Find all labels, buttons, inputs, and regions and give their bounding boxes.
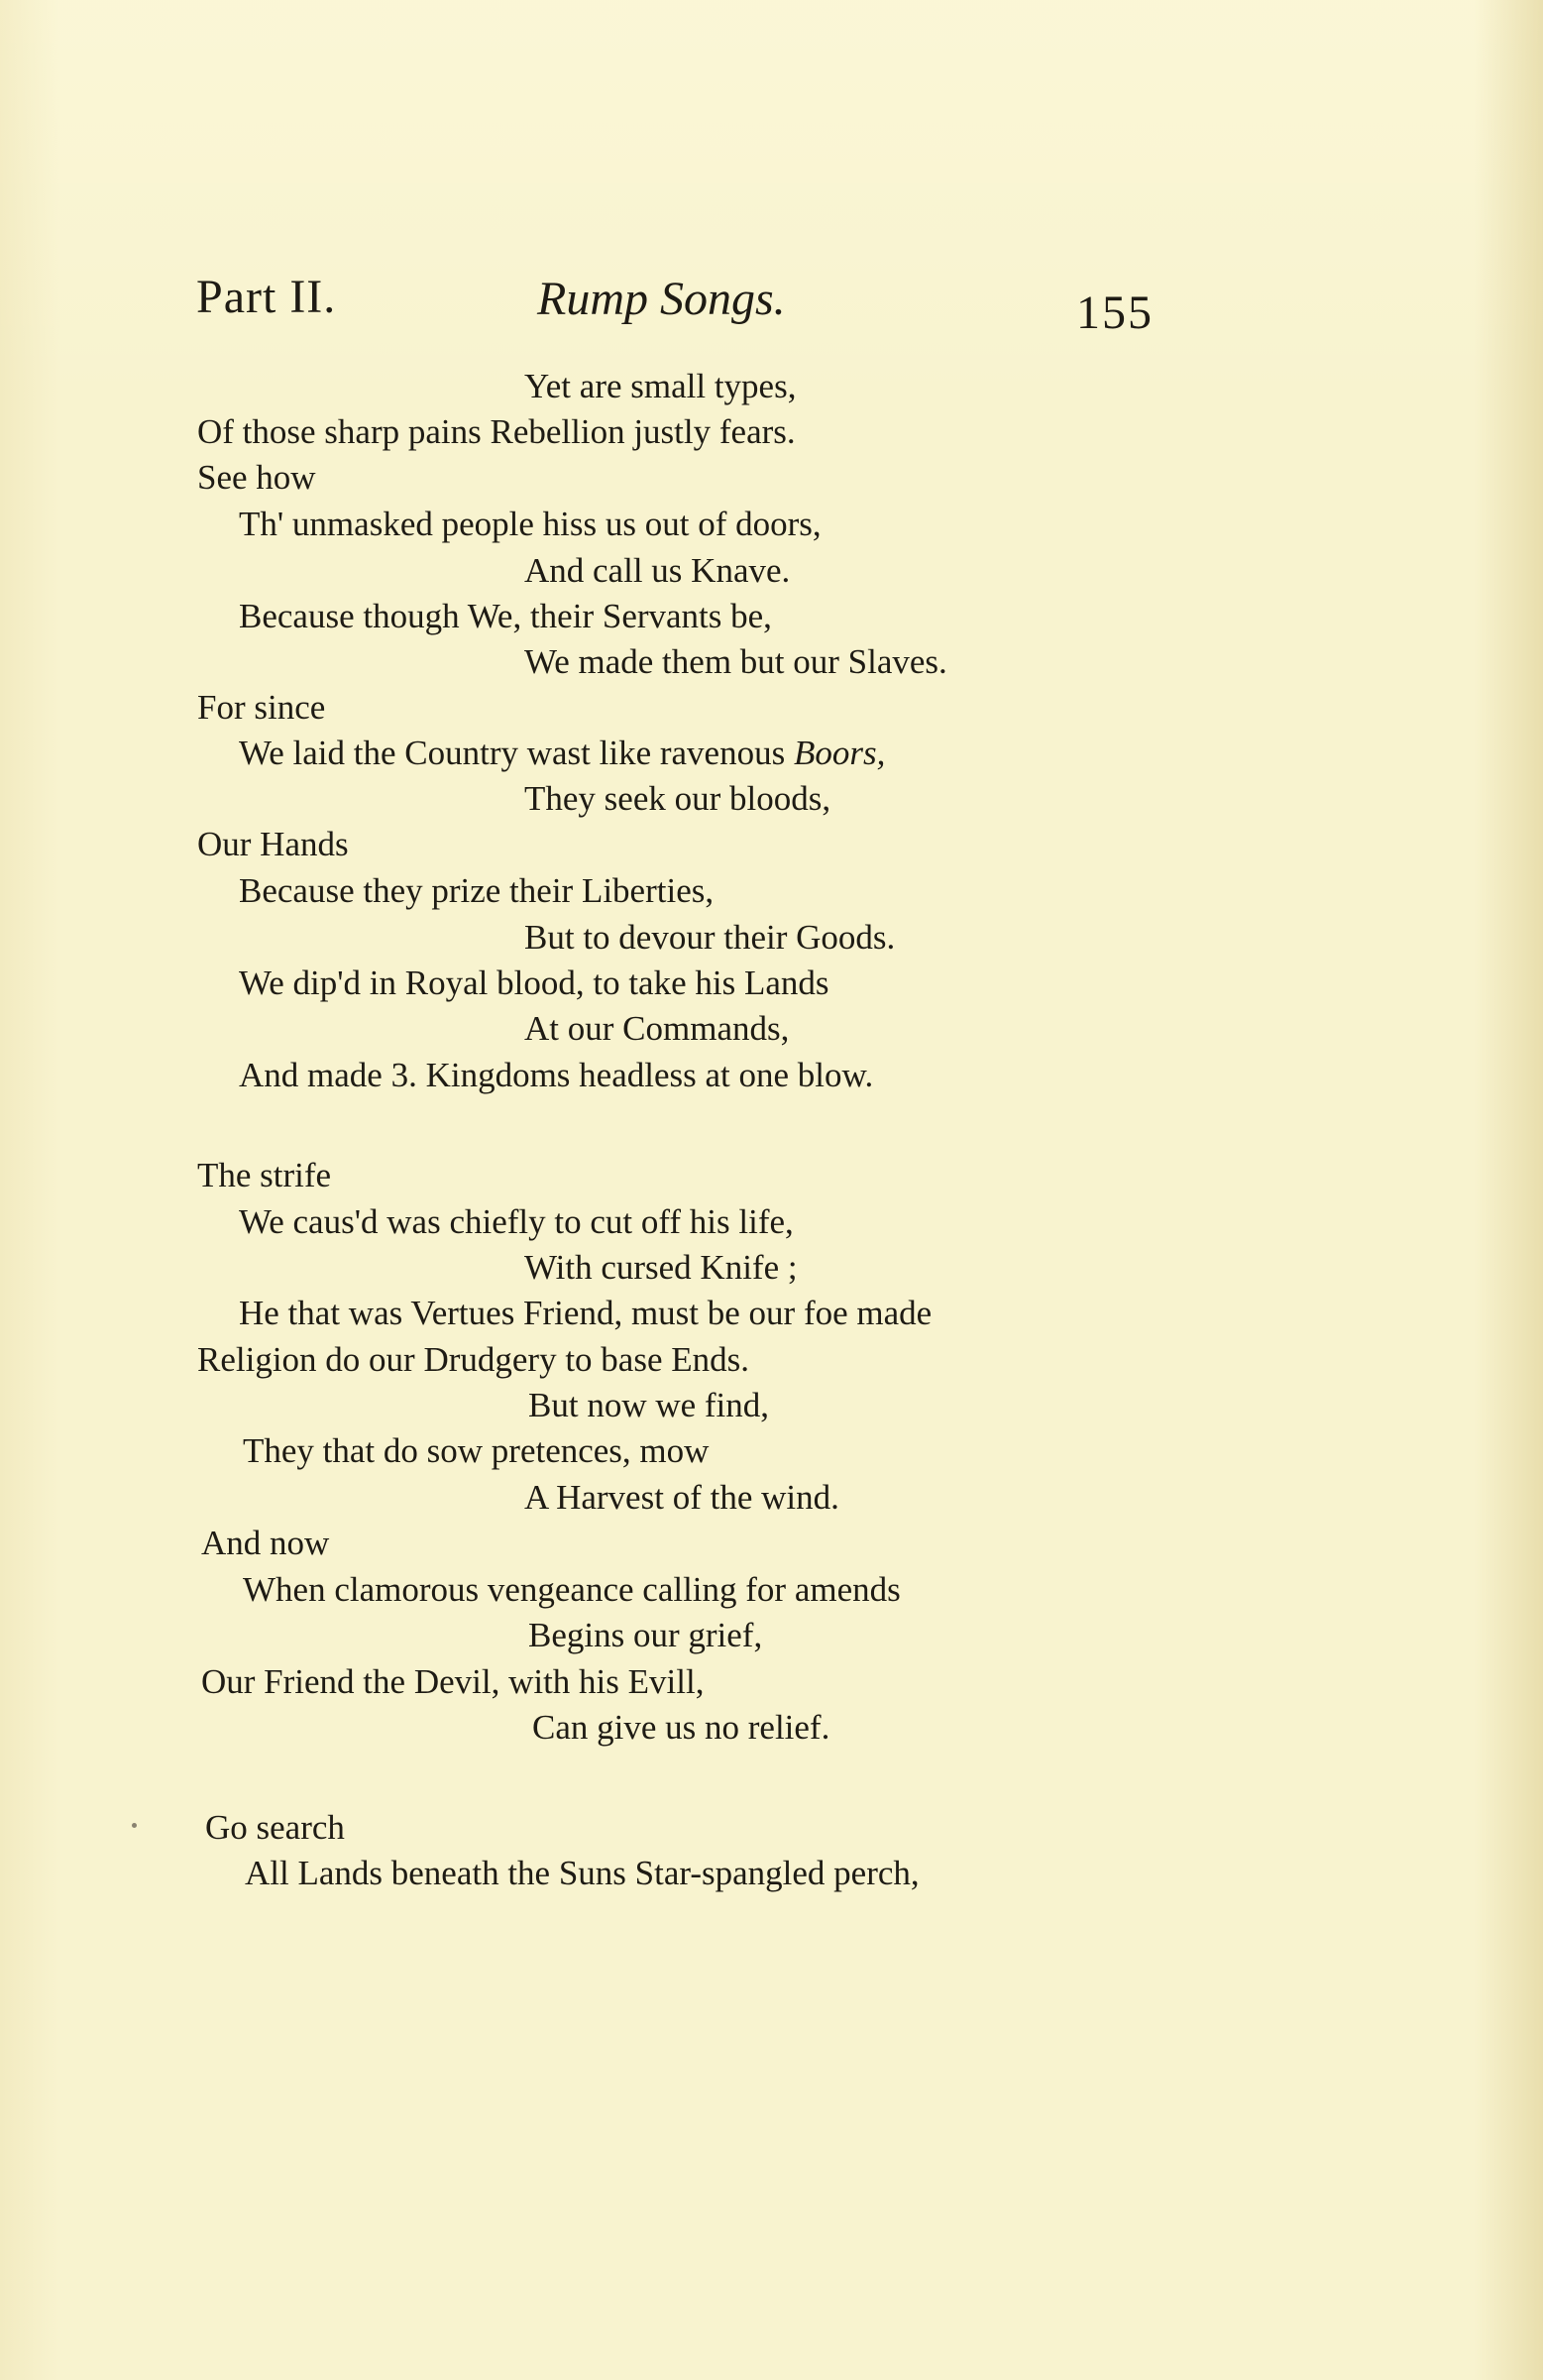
running-header [196,266,1154,339]
running-title: Rump Songs. [537,273,786,325]
part-label: Part II. [196,271,337,323]
verse-line: A Harvest of the wind. [524,1478,839,1517]
verse-line: We made them but our Slaves. [524,642,947,681]
stray-mark [132,1823,137,1828]
verse-line: Because they prize their Liberties, [239,871,715,910]
verse-line: Our Friend the Devil, with his Evill, [201,1662,705,1701]
verse-line: We caus'd was chiefly to cut off his life, [239,1202,794,1241]
verse-line: Go search [205,1808,345,1847]
verse-line: But now we find, [528,1386,770,1424]
verse-line-text: We laid the Country wast like ravenous [239,734,794,772]
verse-line: At our Commands, [524,1009,790,1048]
verse-line: Religion do our Drudgery to base Ends. [197,1340,749,1379]
verse-line: When clamorous vengeance calling for amends [243,1570,901,1609]
verse-line: They seek our bloods, [524,779,831,818]
verse-line: We dip'd in Royal blood, to take his Lands [239,963,829,1002]
verse-line: Our Hands [197,825,349,863]
verse-line: Begins our grief, [528,1616,763,1654]
verse-line: And call us Knave. [524,551,791,590]
verse-line: Can give us no relief. [532,1708,830,1747]
verse-line: With cursed Knife ; [524,1248,798,1287]
verse-line: The strife [197,1156,332,1194]
verse-line: See how [197,458,316,497]
verse-line: All Lands beneath the Suns Star-spangled perch, [245,1854,920,1892]
italic-word: Boors, [793,734,886,772]
verse-line: Th' unmasked people hiss us out of doors, [239,505,822,543]
verse-line: But to devour their Goods. [524,918,896,957]
verse-line: Yet are small types, [524,367,797,405]
verse-line: Because though We, their Servants be, [239,597,772,635]
verse-line: They that do sow pretences, mow [243,1431,710,1470]
verse-line: And now [201,1524,330,1562]
verse-line: He that was Vertues Friend, must be our foe made [239,1294,933,1332]
verse-line: And made 3. Kingdoms headless at one blow. [239,1056,874,1094]
verse-line: For since [197,688,326,727]
verse-line [239,734,885,773]
verse-line: Of those sharp pains Rebellion justly fears. [197,412,796,451]
page-number: 155 [1076,286,1154,339]
